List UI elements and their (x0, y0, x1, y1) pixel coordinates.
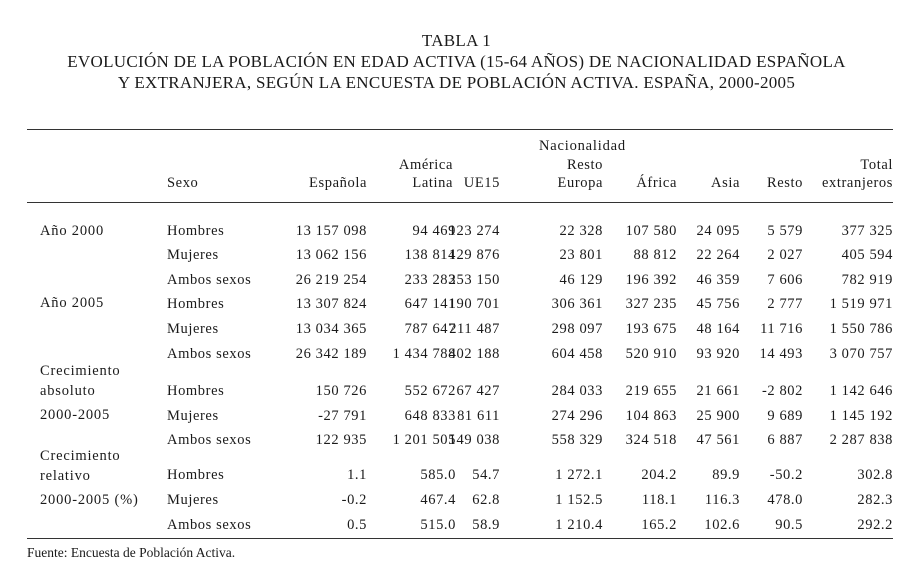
cell-total-extranjeros: 282.3 (857, 492, 893, 508)
header-total-line1: Total (860, 157, 893, 173)
cell-total-extranjeros: 1 550 786 (829, 321, 893, 337)
cell-resto: 2 027 (767, 247, 803, 263)
cell-ue15: 211 487 (449, 321, 500, 337)
row-sexo: Mujeres (167, 492, 219, 508)
header-ue15: UE15 (463, 175, 500, 191)
row-sexo: Ambos sexos (167, 272, 252, 288)
cell-resto: 14 493 (759, 346, 803, 362)
cell-america-latina: 787 647 (404, 321, 456, 337)
cell-resto: -50.2 (769, 467, 803, 483)
group-label: 2000-2005 (%) (40, 492, 139, 508)
cell-asia: 47 561 (696, 432, 740, 448)
cell-asia: 45 756 (696, 296, 740, 312)
cell-africa: 104 863 (625, 408, 677, 424)
cell-total-extranjeros: 1 142 646 (829, 383, 893, 399)
cell-espanola: 26 219 254 (295, 272, 367, 288)
cell-espanola: 150 726 (315, 383, 367, 399)
row-sexo: Ambos sexos (167, 432, 252, 448)
row-sexo: Mujeres (167, 321, 219, 337)
cell-asia: 93 920 (696, 346, 740, 362)
cell-africa: 88 812 (633, 247, 677, 263)
cell-total-extranjeros: 3 070 757 (829, 346, 893, 362)
cell-america-latina: 552 672 (404, 383, 456, 399)
cell-resto: 11 716 (760, 321, 803, 337)
header-rule (27, 202, 893, 203)
cell-africa: 204.2 (641, 467, 677, 483)
cell-america-latina: 647 141 (404, 296, 456, 312)
cell-total-extranjeros: 1 145 192 (829, 408, 893, 424)
cell-asia: 116.3 (704, 492, 740, 508)
cell-america-latina: 585.0 (420, 467, 456, 483)
row-sexo: Mujeres (167, 408, 219, 424)
cell-total-extranjeros: 292.2 (857, 517, 893, 533)
cell-america-latina: 515.0 (420, 517, 456, 533)
cell-ue15: 54.7 (472, 467, 500, 483)
cell-total-extranjeros: 782 919 (841, 272, 893, 288)
header-resto-europa-line2: Europa (557, 175, 603, 191)
cell-resto-europa: 306 361 (551, 296, 603, 312)
cell-asia: 89.9 (712, 467, 740, 483)
bottom-rule (27, 538, 893, 539)
cell-africa: 165.2 (641, 517, 677, 533)
cell-espanola: 0.5 (347, 517, 367, 533)
cell-resto: 478.0 (767, 492, 803, 508)
header-africa: África (636, 175, 677, 191)
source-footnote: Fuente: Encuesta de Población Activa. (27, 545, 236, 560)
cell-resto: 9 689 (767, 408, 803, 424)
header-espanola: Española (309, 175, 367, 191)
row-sexo: Hombres (167, 383, 225, 399)
cell-asia: 24 095 (696, 223, 740, 239)
header-resto: Resto (766, 175, 803, 191)
cell-asia: 48 164 (696, 321, 740, 337)
cell-ue15: 149 038 (448, 432, 500, 448)
cell-resto-europa: 558 329 (551, 432, 603, 448)
cell-resto-europa: 284 033 (551, 383, 603, 399)
group-label: relativo (40, 468, 91, 484)
cell-espanola: -27 791 (318, 408, 367, 424)
cell-africa: 118.1 (641, 492, 677, 508)
cell-america-latina: 94 469 (412, 223, 456, 239)
cell-total-extranjeros: 405 594 (841, 247, 893, 263)
cell-africa: 520 910 (625, 346, 677, 362)
group-label: Crecimiento (40, 363, 121, 379)
group-label: absoluto (40, 383, 96, 399)
cell-asia: 46 359 (696, 272, 740, 288)
cell-africa: 324 518 (625, 432, 677, 448)
cell-total-extranjeros: 1 519 971 (829, 296, 893, 312)
cell-ue15: 67 427 (456, 383, 500, 399)
cell-america-latina: 1 201 505 (392, 432, 456, 448)
top-rule (27, 129, 893, 130)
cell-africa: 193 675 (625, 321, 677, 337)
cell-america-latina: 233 283 (404, 272, 456, 288)
table-number: TABLA 1 (421, 31, 492, 50)
group-label: Crecimiento (40, 448, 121, 464)
cell-total-extranjeros: 2 287 838 (829, 432, 893, 448)
cell-resto-europa: 23 801 (559, 247, 603, 263)
cell-resto: 90.5 (775, 517, 803, 533)
header-nacionalidad: Nacionalidad (539, 138, 626, 154)
cell-resto-europa: 1 210.4 (555, 517, 603, 533)
cell-resto-europa: 1 272.1 (555, 467, 603, 483)
cell-resto-europa: 46 129 (559, 272, 603, 288)
cell-resto-europa: 298 097 (551, 321, 603, 337)
table-title-line-1: EVOLUCIÓN DE LA POBLACIÓN EN EDAD ACTIVA (15-64 AÑOS) DE NACIONALIDAD ESPAÑOLA (67, 52, 846, 71)
header-total-line2: extranjeros (821, 175, 893, 191)
cell-america-latina: 648 833 (404, 408, 456, 424)
cell-ue15: 123 274 (448, 223, 500, 239)
cell-ue15: 58.9 (472, 517, 500, 533)
cell-resto: 6 887 (767, 432, 803, 448)
cell-espanola: 1.1 (347, 467, 367, 483)
cell-ue15: 62.8 (472, 492, 500, 508)
table-title-line-2: Y EXTRANJERA, SEGÚN LA ENCUESTA DE POBLACIÓN ACTIVA. ESPAÑA, 2000-2005 (117, 73, 796, 92)
cell-ue15: 253 150 (448, 272, 500, 288)
cell-resto: -2 802 (761, 383, 803, 399)
cell-america-latina: 138 814 (404, 247, 456, 263)
row-sexo: Mujeres (167, 247, 219, 263)
row-sexo: Hombres (167, 296, 225, 312)
cell-america-latina: 1 434 788 (392, 346, 456, 362)
header-sexo: Sexo (167, 175, 199, 191)
cell-espanola: 13 307 824 (295, 296, 367, 312)
cell-espanola: 13 157 098 (295, 223, 367, 239)
header-asia: Asia (711, 175, 740, 191)
group-label: Año 2000 (40, 223, 104, 239)
row-sexo: Hombres (167, 467, 225, 483)
cell-africa: 327 235 (625, 296, 677, 312)
cell-resto-europa: 274 296 (551, 408, 603, 424)
cell-africa: 196 392 (625, 272, 677, 288)
cell-ue15: 190 701 (448, 296, 500, 312)
cell-ue15: 402 188 (448, 346, 500, 362)
cell-espanola: 26 342 189 (295, 346, 367, 362)
cell-asia: 21 661 (696, 383, 740, 399)
cell-ue15: 81 611 (457, 408, 500, 424)
group-label: Año 2005 (40, 295, 104, 311)
header-america-line1: América (398, 157, 453, 173)
row-sexo: Hombres (167, 223, 225, 239)
row-sexo: Ambos sexos (167, 517, 252, 533)
row-sexo: Ambos sexos (167, 346, 252, 362)
cell-total-extranjeros: 377 325 (841, 223, 893, 239)
cell-asia: 22 264 (696, 247, 740, 263)
cell-america-latina: 467.4 (420, 492, 456, 508)
cell-ue15: 129 876 (448, 247, 500, 263)
cell-espanola: -0.2 (341, 492, 367, 508)
cell-resto: 7 606 (767, 272, 803, 288)
cell-total-extranjeros: 302.8 (857, 467, 893, 483)
cell-asia: 102.6 (704, 517, 740, 533)
cell-resto-europa: 22 328 (559, 223, 603, 239)
header-america-line2: Latina (412, 175, 453, 191)
cell-resto: 2 777 (767, 296, 803, 312)
group-label: 2000-2005 (40, 407, 111, 423)
cell-espanola: 13 062 156 (295, 247, 367, 263)
cell-resto: 5 579 (767, 223, 803, 239)
cell-espanola: 13 034 365 (295, 321, 367, 337)
cell-resto-europa: 604 458 (551, 346, 603, 362)
cell-asia: 25 900 (696, 408, 740, 424)
cell-africa: 219 655 (625, 383, 677, 399)
header-resto-europa-line1: Resto (566, 157, 603, 173)
cell-resto-europa: 1 152.5 (555, 492, 603, 508)
cell-africa: 107 580 (625, 223, 677, 239)
cell-espanola: 122 935 (315, 432, 367, 448)
